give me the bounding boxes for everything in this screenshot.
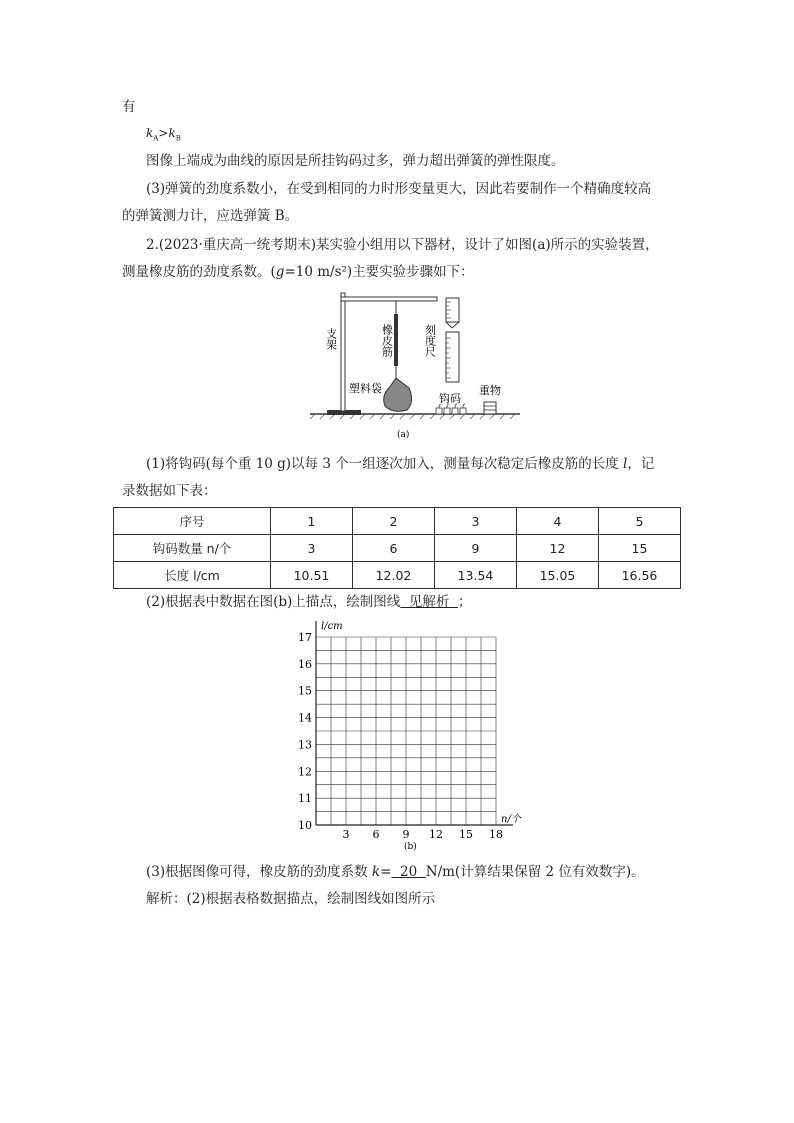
g-symbol: g xyxy=(275,264,285,280)
text-part: =10 m/s²)主要实验步骤如下： xyxy=(284,264,474,280)
text-part: (3)根据图像可得，橡皮筋的劲度系数 xyxy=(146,864,372,880)
x-tick-label: 9 xyxy=(402,828,410,841)
table-cell: 13.54 xyxy=(435,562,517,589)
y-tick-label: 10 xyxy=(298,819,312,832)
rubber-band xyxy=(394,314,398,366)
k-symbol: k xyxy=(146,126,154,140)
table-cell: 12.02 xyxy=(353,562,435,589)
label-stand: 支架 xyxy=(324,328,338,350)
k-symbol: k xyxy=(371,864,381,880)
ruler-arrow xyxy=(446,322,459,328)
text-part: (1)将钩码(每个重 10 g)以每 3 个一组逐次加入，测量每次稳定后橡皮筋的长度 xyxy=(146,456,624,472)
table-row xyxy=(114,535,681,562)
plastic-bag xyxy=(384,378,412,411)
table-cell: 12 xyxy=(517,535,599,562)
y-tick-label: 14 xyxy=(298,711,312,725)
label-plastic-bag: 塑料袋 xyxy=(349,382,382,395)
k-symbol: k xyxy=(168,126,176,140)
x-tick-label: 3 xyxy=(342,828,350,841)
table-cell: 长度 l/cm xyxy=(114,562,271,589)
label-hook-weights: 钩码 xyxy=(439,392,461,405)
question-2-line-2 xyxy=(122,263,474,281)
figure-b-caption: (b) xyxy=(404,842,417,852)
text-part: ； xyxy=(457,594,472,610)
text-part: 测量橡皮筋的劲度系数。( xyxy=(122,264,276,280)
figure-a-caption: (a) xyxy=(397,430,410,440)
table-cell: 9 xyxy=(435,535,517,562)
x-tick-label: 15 xyxy=(459,828,473,841)
y-axis-label: l/cm xyxy=(321,621,343,632)
text-part: (2)根据表中数据在图(b)上描点，绘制图线 xyxy=(146,594,401,610)
text-part: ，记 xyxy=(627,456,655,472)
text-line-2 xyxy=(146,124,181,147)
table-cell: 序号 xyxy=(114,508,271,535)
step-3-line xyxy=(146,863,645,881)
y-tick-label: 11 xyxy=(298,792,312,806)
data-table xyxy=(113,507,681,589)
text-line-1: 有 xyxy=(122,99,136,115)
text-line-3: 图像上端成为曲线的原因是所挂钩码过多，弹力超出弹簧的弹性限度。 xyxy=(146,153,565,169)
stand-pole xyxy=(341,293,345,411)
apparatus-figure xyxy=(305,288,525,444)
y-tick-label: 17 xyxy=(298,631,312,644)
greater-than: > xyxy=(158,126,169,140)
x-axis-label: n/个 xyxy=(501,814,521,825)
y-tick-label: 13 xyxy=(298,738,312,752)
text-line-5: 的弹簧测力计，应选弹簧 B。 xyxy=(122,208,299,224)
label-rubber-band: 橡皮筋 xyxy=(380,324,394,357)
table-cell: 6 xyxy=(353,535,435,562)
table-cell: 5 xyxy=(599,508,681,535)
table-cell: 4 xyxy=(517,508,599,535)
table-cell: 3 xyxy=(435,508,517,535)
hook-weights xyxy=(436,404,466,414)
step-1-line-2: 录数据如下表： xyxy=(122,483,217,499)
x-tick-label: 12 xyxy=(429,828,443,841)
text-line-4: (3)弹簧的劲度系数小，在受到相同的力时形变量更大，因此若要制作一个精确度较高 xyxy=(146,181,652,197)
table-cell: 2 xyxy=(353,508,435,535)
grid-chart xyxy=(280,615,530,855)
answer-blank-2: 20 xyxy=(391,864,426,880)
ruler-lower xyxy=(446,332,459,382)
table-cell: 1 xyxy=(271,508,353,535)
label-ruler: 刻度尺 xyxy=(423,324,437,357)
table-row xyxy=(114,508,681,535)
table-cell: 钩码数量 n/个 xyxy=(114,535,271,562)
solution-line: 解析：(2)根据表格数据描点，绘制图线如图所示 xyxy=(146,891,436,907)
stand-arm xyxy=(341,297,437,301)
y-tick-label: 12 xyxy=(298,765,312,779)
answer-blank-1: 见解析 xyxy=(400,594,458,610)
step-2-line xyxy=(146,593,471,611)
step-1-line-1 xyxy=(146,455,654,473)
question-2-line-1: 2.(2023·重庆高一统考期末)某实验小组用以下器材，设计了如图(a)所示的实验装置， xyxy=(146,237,659,253)
text-part: N/m(计算结果保留 2 位有效数字)。 xyxy=(425,864,645,880)
table-row xyxy=(114,562,681,589)
table-cell: 3 xyxy=(271,535,353,562)
subscript-a: A xyxy=(153,134,159,143)
x-tick-label: 6 xyxy=(372,828,380,841)
text-part: = xyxy=(380,864,392,880)
table-cell: 16.56 xyxy=(599,562,681,589)
x-tick-label: 18 xyxy=(489,828,503,841)
y-tick-label: 15 xyxy=(298,684,312,698)
subscript-b: B xyxy=(175,134,181,143)
l-symbol: l xyxy=(623,456,628,472)
table-cell: 15.05 xyxy=(517,562,599,589)
table-cell: 15 xyxy=(599,535,681,562)
label-heavy-weight: 重物 xyxy=(479,384,501,397)
y-tick-label: 16 xyxy=(298,657,312,671)
table-cell: 10.51 xyxy=(271,562,353,589)
heavy-weight xyxy=(484,402,496,414)
